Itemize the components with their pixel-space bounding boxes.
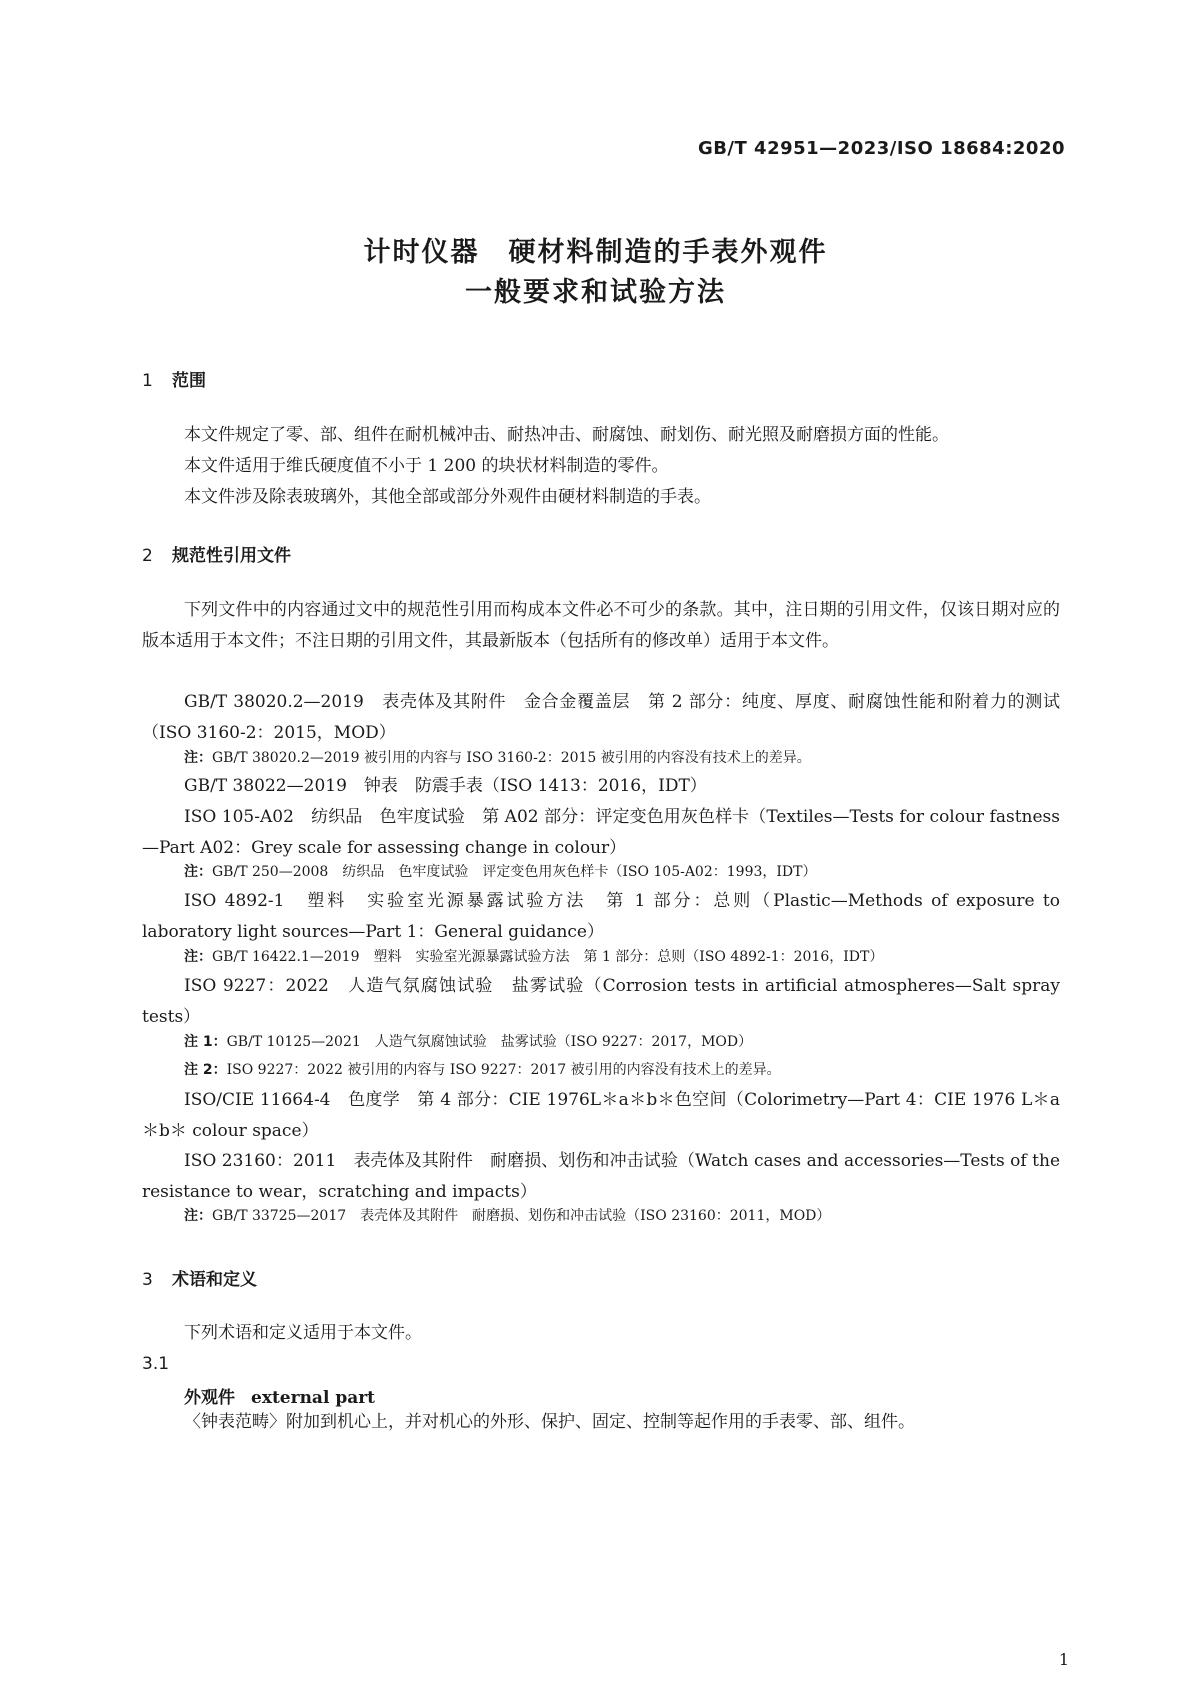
title-line-1: 计时仪器 硬材料制造的手表外观件 [363, 237, 828, 268]
note [184, 860, 816, 884]
section-title: 范围 [172, 371, 206, 391]
reference-entry: ISO 23160：2011 表壳体及其附件 耐磨损、划伤和冲击试验（Watch cases and accessories—Tests of the resistance to wear，scratching and impacts） [142, 1151, 1066, 1202]
note-label: 注 2： [184, 1062, 227, 1078]
note-text: ISO 9227：2022 被引用的内容与 ISO 9227：2017 被引用的内容没有技术上的差异。 [226, 1062, 781, 1078]
term-heading [184, 1383, 375, 1408]
reference-entry: GB/T 38020.2—2019 表壳体及其附件 金合金覆盖层 第 2 部分：纯度、厚度、耐腐蚀性能和附着力的测试（ISO 3160-2：2015，MOD） [142, 692, 1060, 743]
note [184, 1058, 781, 1082]
reference-entry: ISO 4892-1 塑料 实验室光源暴露试验方法 第 1 部分：总则（Plastic—Methods of exposure to laboratory light sources—Part 1：General guidance） [142, 891, 1066, 942]
reference-entry: ISO 9227：2022 人造气氛腐蚀试验 盐雾试验（Corrosion tests in artificial atmospheres—Salt spray tests） [142, 976, 1066, 1027]
note-text: GB/T 33725—2017 表壳体及其附件 耐磨损、划伤和冲击试验（ISO 23160：2011，MOD） [212, 1208, 831, 1224]
note-label: 注 1： [184, 1034, 227, 1050]
note-label: 注： [184, 864, 212, 880]
paragraph: 下列文件中的内容通过文中的规范性引用而构成本文件必不可少的条款。其中，注日期的引用文件，仅该日期对应的版本适用于本文件；不注日期的引用文件，其最新版本（包括所有的修改单）适用于本文件。 [142, 600, 1060, 651]
section-number: 3 [142, 1270, 153, 1290]
section-2-heading [142, 541, 291, 566]
note-text: GB/T 38020.2—2019 被引用的内容与 ISO 3160-2：2015 被引用的内容没有技术上的差异。 [212, 750, 811, 766]
standard-code: GB/T 42951—2023/ISO 18684:2020 [697, 138, 1065, 159]
note-text: GB/T 250—2008 纺织品 色牢度试验 评定变色用灰色样卡（ISO 105-A02：1993，IDT） [212, 864, 817, 880]
reference-entry: ISO 105-A02 纺织品 色牢度试验 第 A02 部分：评定变色用灰色样卡（Textiles—Tests for colour fastness—Part A02：Grey scale for assessing change in colour） [142, 807, 1060, 858]
term-chinese: 外观件 [184, 1388, 235, 1408]
term-number: 3.1 [142, 1354, 170, 1374]
paragraph: 下列术语和定义适用于本文件。 [184, 1323, 422, 1343]
section-number: 2 [142, 546, 153, 566]
note-label: 注： [184, 750, 212, 766]
section-number: 1 [142, 371, 153, 391]
paragraph: 本文件适用于维氏硬度值不小于 1 200 的块状材料制造的零件。 [184, 456, 669, 476]
page-number: 1 [1058, 1650, 1069, 1669]
note [184, 1030, 752, 1054]
note-text: GB/T 16422.1—2019 塑料 实验室光源暴露试验方法 第 1 部分：总则（ISO 4892-1：2016，IDT） [212, 949, 884, 965]
paragraph: 本文件规定了零、部、组件在耐机械冲击、耐热冲击、耐腐蚀、耐划伤、耐光照及耐磨损方面的性能。 [184, 425, 949, 445]
note-text: GB/T 10125—2021 人造气氛腐蚀试验 盐雾试验（ISO 9227：2017，MOD） [226, 1034, 753, 1050]
term-definition: 〈钟表范畴〉附加到机心上，并对机心的外形、保护、固定、控制等起作用的手表零、部、组件。 [184, 1412, 915, 1432]
note-label: 注： [184, 1208, 212, 1224]
title-line-2: 一般要求和试验方法 [465, 277, 726, 308]
reference-entry: ISO/CIE 11664-4 色度学 第 4 部分：CIE 1976L＊a＊b＊色空间（Colorimetry—Part 4：CIE 1976 L＊a＊b＊ colour space） [142, 1090, 1060, 1141]
section-3-heading [142, 1265, 257, 1290]
term-english: external part [251, 1388, 376, 1408]
note [184, 746, 811, 770]
section-1-heading [142, 366, 206, 391]
note [184, 1204, 830, 1228]
section-title: 术语和定义 [172, 1270, 257, 1290]
note [184, 945, 883, 969]
reference-entry: GB/T 38022—2019 钟表 防震手表（ISO 1413：2016，IDT） [184, 776, 707, 796]
paragraph: 本文件涉及除表玻璃外，其他全部或部分外观件由硬材料制造的手表。 [184, 487, 711, 507]
section-title: 规范性引用文件 [172, 546, 291, 566]
note-label: 注： [184, 949, 212, 965]
